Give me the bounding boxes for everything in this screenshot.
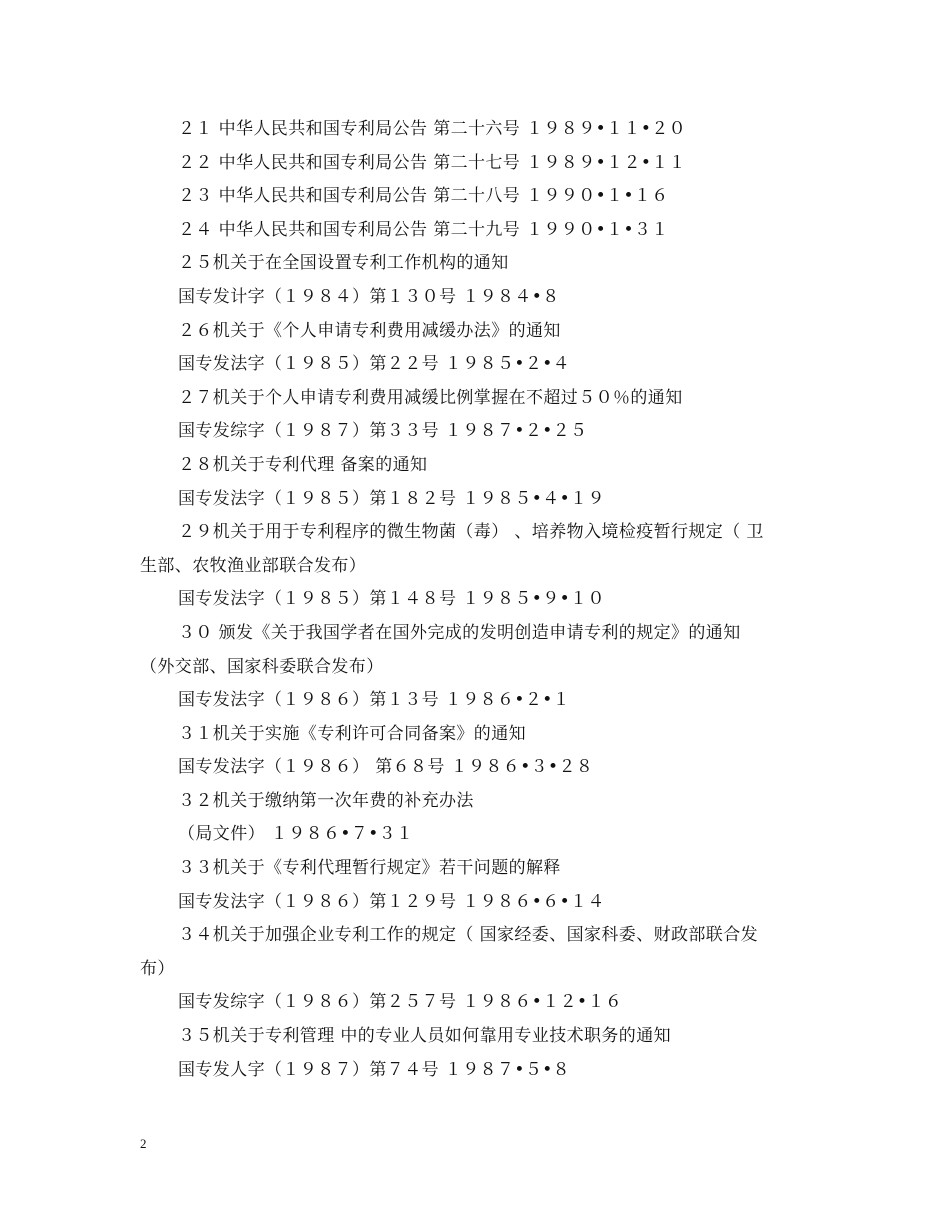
text-line: 国专发法字（１９８５）第１４８号 １９８５•９•１０ [178,589,605,610]
text-line: 生部、农牧渔业部联合发布） [140,555,367,576]
text-line: ２１ 中华人民共和国专利局公告 第二十六号 １９８９•１１•２０ [178,119,687,139]
text-line: 国专发综字（１９８６）第２５７号 １９８６•１２•１６ [178,992,623,1013]
text-line: （局文件） １９８６•７•３１ [178,824,414,845]
text-line: ３５机关于专利管理 中的专业人员如何靠用专业技术职务的通知 [178,1026,672,1047]
text-line: ３１机关于实施《专利许可合同备案》的通知 [178,723,526,744]
text-line: 国专发人字（１９８７）第７４号 １９８７•５•８ [178,1059,571,1080]
text-line: ３３机关于《专利代理暂行规定》若干问题的解释 [178,858,561,879]
text-line: 国专发法字（１９８６）第１３号 １９８６•２•１ [178,690,571,711]
text-line: 国专发法字（１９８６） 第６８号 １９８６•３•２８ [178,757,594,778]
text-line: 国专发法字（１９８６）第１２９号 １９８６•６•１４ [178,891,605,912]
text-line: ２５机关于在全国设置专利工作机构的通知 [178,253,509,274]
document-body [140,113,820,1087]
text-line: ３２机关于缴纳第一次年费的补充办法 [178,790,474,811]
text-line: ３０ 颁发《关于我国学者在国外完成的发明创造申请专利的规定》的通知 [178,622,741,643]
text-line: 国专发计字（１９８４）第１３０号 １９８４•８ [178,286,560,307]
text-line: （外交部、国家科委联合发布） [140,656,384,677]
text-line: 国专发法字（１９８５）第１８２号 １９８５•４•１９ [178,488,605,509]
text-line: ３４机关于加强企业专利工作的规定（ 国家经委、国家科委、财政部联合发 [178,925,759,946]
text-line: ２７机关于个人申请专利费用减缓比例掌握在不超过５０％的通知 [178,387,683,408]
text-line: ２４ 中华人民共和国专利局公告 第二十九号 １９９０•１•３１ [178,219,669,240]
text-line: ２９机关于用于专利程序的微生物菌（毒） 、培养物入境检疫暂行规定（ 卫 [178,522,764,543]
text-line: 布） [140,958,175,979]
text-line: ２３ 中华人民共和国专利局公告 第二十八号 １９９０•１•１６ [178,186,669,207]
text-line: 国专发综字（１９８７）第３３号 １９８７•２•２５ [178,421,588,442]
page-number: 2 [140,1136,147,1151]
text-line: ２８机关于专利代理 备案的通知 [178,454,428,475]
text-line: ２２ 中华人民共和国专利局公告 第二十七号 １９８９•１２•１１ [178,152,687,173]
text-line: ２６机关于《个人申请专利费用减缓办法》的通知 [178,320,561,341]
text-line: 国专发法字（１９８５）第２２号 １９８５•２•４ [178,354,571,375]
